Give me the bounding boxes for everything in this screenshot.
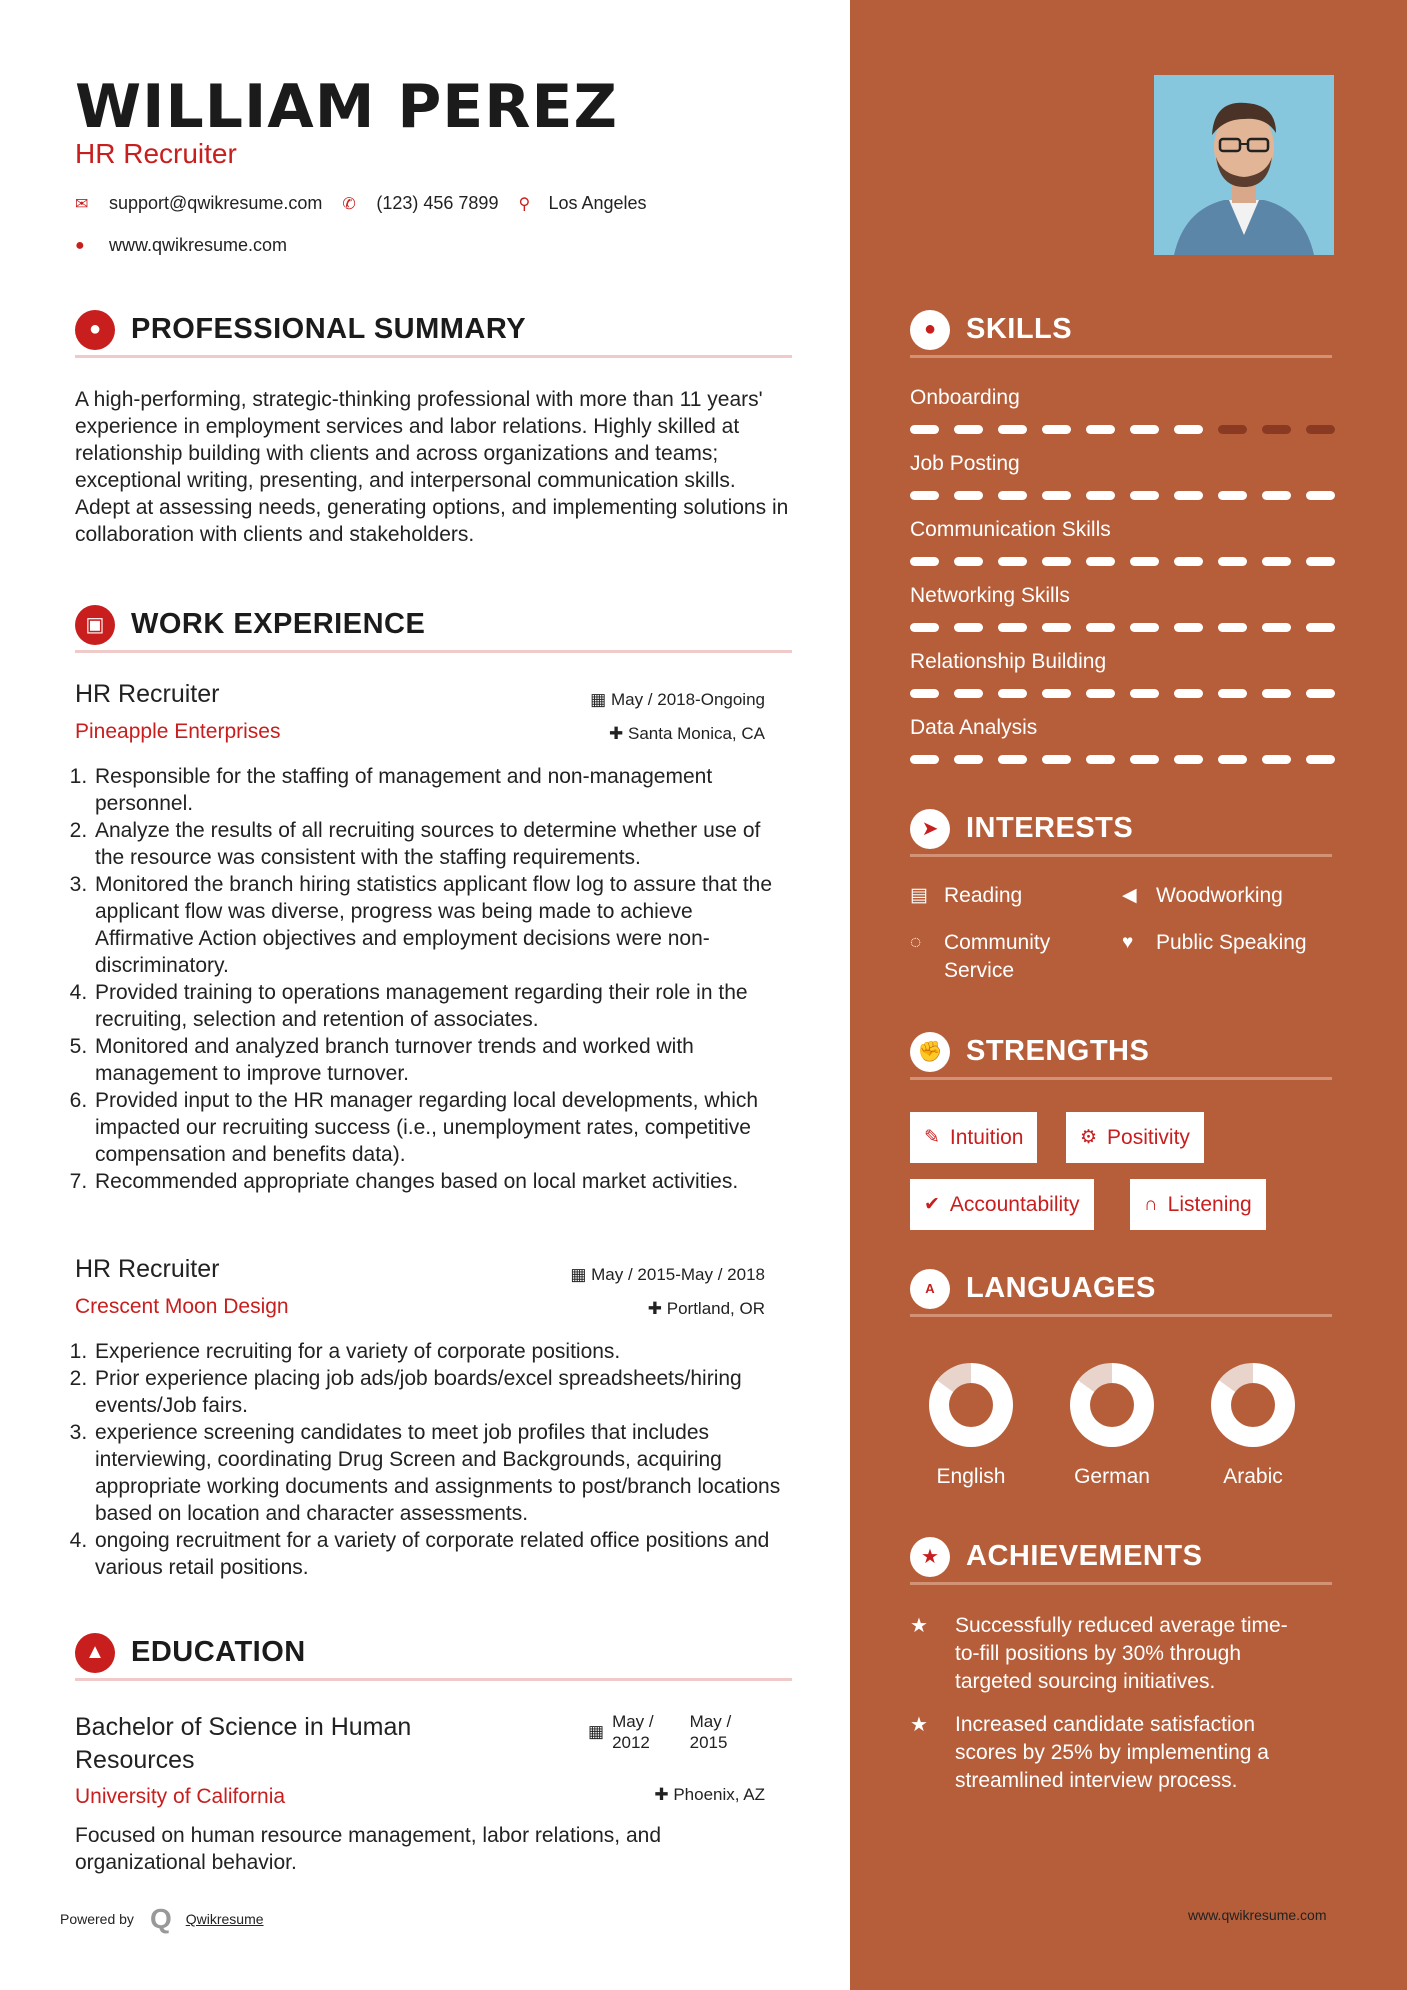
achievement-line: Successfully reduced average time- [955, 1614, 1288, 1637]
list-item: 4. Provided training to operations management regarding their role in the recruiting, selection and retention of associates. [93, 979, 795, 1033]
skill-level-segment [1262, 623, 1291, 632]
skill-level-segment [1218, 623, 1247, 632]
skill-name: Onboarding [910, 386, 1020, 409]
education-heading-text: EDUCATION [131, 1636, 306, 1668]
experience-heading [75, 609, 792, 653]
languages-heading [910, 1273, 1332, 1317]
skills-heading [910, 314, 1332, 358]
heartbeat-icon: ♥ [1122, 932, 1134, 953]
headphones-icon: ∩ [1144, 1193, 1158, 1215]
achievement-line: Increased candidate satisfaction [955, 1713, 1256, 1736]
skill-level-segment [1130, 755, 1159, 764]
language-level-donut [1211, 1363, 1295, 1447]
interest-item [1122, 929, 1307, 957]
skill-level-bar [910, 755, 1335, 764]
skill-level-segment [1306, 425, 1335, 434]
skill-level-segment [1086, 557, 1115, 566]
achievements-heading [910, 1541, 1332, 1585]
skill-level-segment [910, 557, 939, 566]
job-location-text: Portland, OR [666, 1299, 765, 1318]
job-dates-text: May / 2018-Ongoing [610, 690, 765, 709]
person-avatar-icon [1154, 75, 1334, 255]
skill-level-segment [998, 491, 1027, 500]
skill-name: Job Posting [910, 452, 1020, 475]
strength-label: Intuition [949, 1125, 1024, 1149]
strength-tag [910, 1179, 1094, 1230]
powered-by [60, 1903, 264, 1935]
brand-link[interactable]: Qwikresume [185, 1911, 264, 1927]
experience-heading-text: WORK EXPERIENCE [131, 608, 426, 640]
achievement-line: targeted sourcing initiatives. [955, 1670, 1216, 1693]
skill-level-segment [1218, 491, 1247, 500]
website-row [75, 235, 287, 256]
megaphone-icon: ◀ [1122, 885, 1137, 906]
interest-label-line: Service [944, 959, 1015, 982]
profile-photo [1154, 75, 1334, 255]
job-dates [570, 1265, 765, 1285]
footer-site[interactable]: www.qwikresume.com [1188, 1907, 1327, 1923]
school-name: University of California [75, 1785, 286, 1808]
skill-level-segment [1042, 491, 1071, 500]
candidate-name: WILLIAM PEREZ [75, 72, 618, 142]
strengths-heading [910, 1036, 1332, 1080]
qwikresume-logo-icon: Q [149, 1903, 172, 1934]
user-icon: ● [75, 310, 115, 350]
strength-label: Listening [1167, 1192, 1252, 1216]
achievement-line: scores by 25% by implementing a [955, 1741, 1269, 1764]
skill-level-segment [1218, 755, 1247, 764]
contact-row [75, 193, 647, 214]
list-item: 3. experience screening candidates to meet job profiles that includes interviewing, coordinating Drug Screen and Backgrounds, acquiring appropriate working documents and assignments to post/branch locations based on location and character assessments. [93, 1419, 795, 1527]
skill-level-segment [1130, 491, 1159, 500]
interest-item [910, 882, 1022, 910]
languages-heading-text: LANGUAGES [966, 1272, 1156, 1304]
start-date-line: May / [612, 1712, 654, 1731]
achievement-text [955, 1612, 1288, 1696]
interest-label: Public Speaking [1156, 931, 1307, 954]
language-name: German [1074, 1465, 1150, 1488]
list-item: 6. Provided input to the HR manager regarding local developments, which impacted our recruiting success (i.e., unemployment rates, competitive compensation and benefits data). [93, 1087, 795, 1168]
donut-hole [1090, 1383, 1134, 1427]
skill-level-segment [1086, 755, 1115, 764]
pin-icon: ✚ [609, 724, 624, 743]
skills-heading-text: SKILLS [966, 313, 1073, 345]
star-icon: ★ [910, 1537, 950, 1577]
phone-text[interactable]: (123) 456 7899 [376, 193, 499, 213]
list-item: 1. Responsible for the staffing of management and non-management personnel. [93, 763, 795, 817]
start-date [612, 1711, 654, 1753]
interest-label: Reading [944, 884, 1023, 907]
interest-item [1122, 882, 1283, 910]
education-heading [75, 1637, 792, 1681]
fist-icon: ✊ [910, 1032, 950, 1072]
map-pin-icon: ⚲ [518, 195, 531, 213]
skill-level-segment [1262, 689, 1291, 698]
location-text: Los Angeles [548, 193, 647, 213]
skill-level-segment [954, 425, 983, 434]
skill-level-segment [1262, 491, 1291, 500]
powered-by-text: Powered by [60, 1911, 134, 1927]
language-name: English [936, 1465, 1006, 1488]
skill-level-segment [1086, 491, 1115, 500]
skill-level-segment [1306, 755, 1335, 764]
strength-tag [1066, 1112, 1204, 1163]
skill-level-segment [1262, 425, 1291, 434]
job-location [648, 1299, 765, 1319]
achievement-item [910, 1612, 1340, 1696]
skill-level-segment [1130, 557, 1159, 566]
skill-name: Data Analysis [910, 716, 1038, 739]
achievement-item [910, 1711, 1340, 1795]
education-description: Focused on human resource management, labor relations, and organizational behavior. [75, 1824, 662, 1874]
degree-line: Resources [75, 1746, 195, 1774]
skill-level-segment [1086, 689, 1115, 698]
skill-level-segment [1130, 689, 1159, 698]
skill-level-segment [1262, 755, 1291, 764]
list-item: 5. Monitored and analyzed branch turnover trends and worked with management to improve turnover. [93, 1033, 795, 1087]
education-dates [588, 1711, 731, 1753]
gear-icon: ⚙ [1080, 1127, 1098, 1148]
donut-hole [1231, 1383, 1275, 1427]
strength-tag [1130, 1179, 1266, 1230]
skill-level-segment [1218, 557, 1247, 566]
skill-level-bar [910, 425, 1335, 434]
job-company: Crescent Moon Design [75, 1295, 289, 1318]
interest-label-line: Community [944, 931, 1051, 954]
skill-level-segment [1042, 425, 1071, 434]
start-date-line: 2012 [612, 1733, 650, 1752]
skill-level-segment [954, 491, 983, 500]
translate-icon: A [910, 1269, 950, 1309]
job-company: Pineapple Enterprises [75, 720, 281, 743]
interests-heading-text: INTERESTS [966, 812, 1134, 844]
skill-level-segment [954, 557, 983, 566]
skill-level-segment [1218, 425, 1247, 434]
star-burst-icon: ★ [910, 1615, 928, 1637]
education-location [654, 1785, 765, 1805]
skill-level-segment [1174, 755, 1203, 764]
calendar-icon: ▦ [570, 1265, 587, 1284]
book-icon: ▤ [910, 885, 928, 906]
skill-level-segment [1174, 425, 1203, 434]
envelope-icon: ✉ [75, 195, 89, 213]
skill-level-segment [954, 623, 983, 632]
summary-text: A high-performing, strategic-thinking professional with more than 11 years' experience in employment services and labor relations. Highly skilled at relationship building with clients and across organizations and teams; exceptional writing, presenting, and interpersonal communication skills. Adept at assessing needs, generating options, and implementing solutions in collaboration with clients and stakeholders. [75, 388, 789, 546]
lightbulb-icon: ● [910, 310, 950, 350]
pin-icon: ✚ [647, 1299, 662, 1318]
skill-level-segment [1174, 491, 1203, 500]
strength-tag [910, 1112, 1037, 1163]
calendar-icon: ▦ [588, 1722, 605, 1741]
skill-level-segment [910, 491, 939, 500]
donut-hole [949, 1383, 993, 1427]
skill-level-segment [1262, 557, 1291, 566]
skill-level-segment [1306, 491, 1335, 500]
skill-level-segment [998, 425, 1027, 434]
job-dates-text: May / 2015-May / 2018 [591, 1265, 765, 1284]
skill-level-bar [910, 689, 1335, 698]
skill-level-segment [998, 689, 1027, 698]
list-item: 1. Experience recruiting for a variety of corporate positions. [93, 1338, 795, 1365]
job-title: HR Recruiter [75, 680, 220, 708]
skill-level-segment [1086, 425, 1115, 434]
skill-level-segment [1042, 755, 1071, 764]
degree-line: Bachelor of Science in Human [75, 1713, 412, 1741]
skill-level-segment [910, 755, 939, 764]
list-item: 4. ongoing recruitment for a variety of corporate related office positions and various retail positions. [93, 1527, 795, 1581]
achievement-line: to-fill positions by 30% through [955, 1642, 1241, 1665]
summary-heading [75, 314, 792, 358]
skill-level-segment [1174, 557, 1203, 566]
achievement-line: streamlined interview process. [955, 1769, 1238, 1792]
end-date-line: May / [689, 1712, 732, 1731]
hand-icon: ◌ [910, 932, 922, 953]
achievements-heading-text: ACHIEVEMENTS [966, 1540, 1203, 1572]
skill-level-segment [1218, 689, 1247, 698]
interests-heading [910, 813, 1332, 857]
skill-level-segment [998, 557, 1027, 566]
job-location [609, 724, 765, 744]
skill-level-segment [1306, 557, 1335, 566]
interest-label: Woodworking [1156, 884, 1283, 907]
skill-level-segment [910, 623, 939, 632]
skill-level-segment [910, 689, 939, 698]
skill-level-segment [1042, 689, 1071, 698]
check-circle-icon: ✔ [924, 1194, 940, 1215]
skill-name: Communication Skills [910, 518, 1111, 541]
candidate-title: HR Recruiter [75, 138, 237, 169]
skill-level-segment [1306, 689, 1335, 698]
website-link[interactable]: www.qwikresume.com [109, 235, 288, 255]
interest-item [910, 929, 1050, 985]
end-date-line: 2015 [689, 1733, 728, 1752]
skill-level-segment [1042, 623, 1071, 632]
chair-icon: ▣ [75, 605, 115, 645]
skill-level-segment [1174, 623, 1203, 632]
pin-icon: ✚ [654, 1785, 669, 1804]
skill-level-segment [1174, 689, 1203, 698]
strength-label: Accountability [949, 1192, 1080, 1216]
strengths-heading-text: STRENGTHS [966, 1035, 1150, 1067]
magic-wand-icon: ✎ [924, 1127, 940, 1148]
list-item: 7. Recommended appropriate changes based on local market activities. [93, 1168, 795, 1195]
calendar-icon: ▦ [590, 690, 607, 709]
summary-heading-text: PROFESSIONAL SUMMARY [131, 313, 527, 345]
language-level-donut [1070, 1363, 1154, 1447]
job-duties-list [75, 763, 795, 1195]
language-name: Arabic [1223, 1465, 1283, 1488]
skill-name: Networking Skills [910, 584, 1070, 607]
job-dates [590, 690, 765, 710]
skill-level-segment [1042, 557, 1071, 566]
skill-level-segment [1130, 623, 1159, 632]
star-burst-icon: ★ [910, 1714, 928, 1736]
list-item: 2. Analyze the results of all recruiting sources to determine whether use of the resource was consistent with the staffing requirements. [93, 817, 795, 871]
skill-level-segment [1086, 623, 1115, 632]
skill-level-segment [998, 623, 1027, 632]
end-date [690, 1711, 732, 1753]
achievement-text [955, 1711, 1269, 1795]
job-duties-list [75, 1338, 795, 1581]
skill-level-segment [998, 755, 1027, 764]
job-title: HR Recruiter [75, 1255, 220, 1283]
graduate-icon: ▲ [75, 1633, 115, 1673]
strength-label: Positivity [1107, 1125, 1190, 1149]
list-item: 3. Monitored the branch hiring statistics applicant flow log to assure that the applicant flow was diverse, progress was being made to achieve Affirmative Action objectives and employment decisions were non-discriminatory. [93, 871, 795, 979]
skill-level-bar [910, 557, 1335, 566]
list-item: 2. Prior experience placing job ads/job boards/excel spreadsheets/hiring events/Job fairs. [93, 1365, 795, 1419]
language-level-donut [929, 1363, 1013, 1447]
interest-label [944, 929, 1050, 985]
job-location-text: Santa Monica, CA [627, 724, 765, 743]
email-link[interactable]: support@qwikresume.com [109, 193, 323, 213]
education-location-text: Phoenix, AZ [673, 1785, 765, 1804]
skill-level-segment [954, 689, 983, 698]
globe-icon: ● [75, 236, 85, 254]
skill-level-segment [1306, 623, 1335, 632]
phone-icon: ✆ [342, 195, 356, 213]
degree-title [75, 1711, 411, 1777]
skill-level-bar [910, 491, 1335, 500]
skill-name: Relationship Building [910, 650, 1107, 673]
skill-level-segment [1130, 425, 1159, 434]
paper-plane-icon: ➤ [910, 809, 950, 849]
skill-level-segment [954, 755, 983, 764]
skill-level-bar [910, 623, 1335, 632]
skill-level-segment [910, 425, 939, 434]
